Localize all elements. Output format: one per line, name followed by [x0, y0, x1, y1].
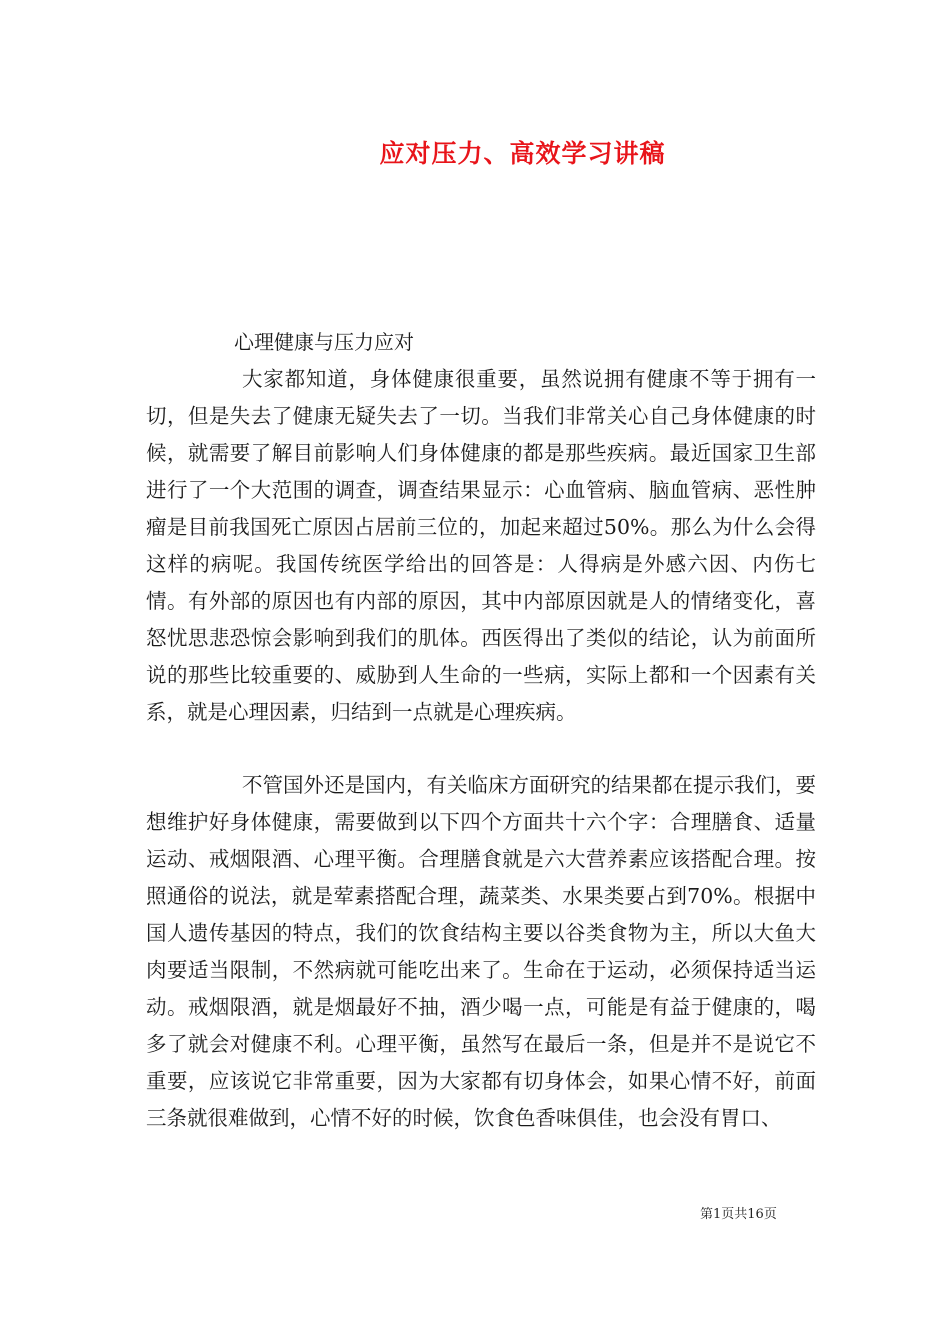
paragraph-container [146, 361, 816, 731]
body-paragraph: 大家都知道，身体健康很重要，虽然说拥有健康不等于拥有一切，但是失去了健康无疑失去了一切。当我们非常关心自己身体健康的时候，就需要了解目前影响人们身体健康的都是那些疾病。最近国家卫生部进行了一个大范围的调查，调查结果显示：心血管病、脑血管病、恶性肿瘤是目前我国死亡原因占居前三位的，加起来超过50%。那么为什么会得这样的病呢。我国传统医学给出的回答是：人得病是外感六因、内伤七情。有外部的原因也有内部的原因，其中内部原因就是人的情绪变化，喜怒忧思悲恐惊会影响到我们的肌体。西医得出了类似的结论，认为前面所说的那些比较重要的、威胁到人生命的一些病，实际上都和一个因素有关系，就是心理因素，归结到一点就是心理疾病。 [146, 367, 816, 724]
body-paragraph: 不管国外还是国内，有关临床方面研究的结果都在提示我们，要想维护好身体健康，需要做到以下四个方面共十六个字：合理膳食、适量运动、戒烟限酒、心理平衡。合理膳食就是六大营养素应该搭配合理。按照通俗的说法，就是荤素搭配合理，蔬菜类、水果类要占到70%。根据中国人遗传基因的特点，我们的饮食结构主要以谷类食物为主，所以大鱼大肉要适当限制，不然病就可能吃出来了。生命在于运动，必须保持适当运动。戒烟限酒，就是烟最好不抽，酒少喝一点，可能是有益于健康的，喝多了就会对健康不利。心理平衡，虽然写在最后一条，但是并不是说它不重要，应该说它非常重要，因为大家都有切身体会，如果心情不好，前面三条就很难做到，心情不好的时候，饮食色香味俱佳，也会没有胃口、 [146, 773, 816, 1130]
page-number: 第1页共16页 [700, 1207, 777, 1222]
paragraph-container [146, 767, 816, 1137]
document-title: 应对压力、高效学习讲稿 [379, 139, 666, 168]
section-subtitle: 心理健康与压力应对 [234, 330, 414, 354]
